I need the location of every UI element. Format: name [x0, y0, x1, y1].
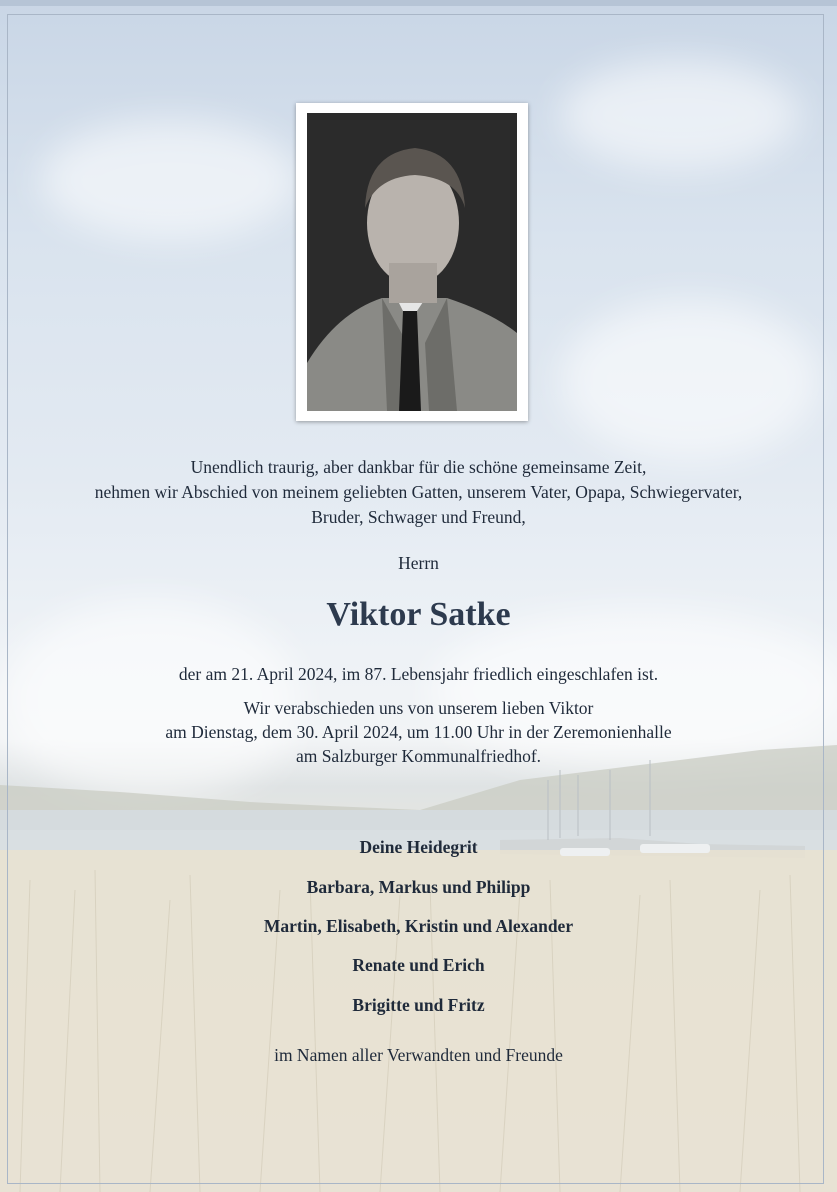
portrait-photo [296, 103, 528, 421]
portrait-image [307, 113, 517, 411]
family-member: Martin, Elisabeth, Kristin und Alexander [263, 916, 574, 936]
closing-line: im Namen aller Verwandten und Freunde [274, 1045, 563, 1065]
family-member: Renate und Erich [352, 955, 485, 975]
intro-line: Unendlich traurig, aber dankbar für die schöne gemeinsame Zeit, [190, 457, 647, 477]
top-border [0, 0, 837, 6]
farewell-line: am Dienstag, dem 30. April 2024, um 11.00 Uhr in der Zeremonienhalle [165, 722, 672, 742]
family-member: Brigitte und Fritz [352, 995, 485, 1015]
family-member: Deine Heidegrit [359, 837, 478, 857]
intro-line: Bruder, Schwager und Freund, [311, 507, 526, 527]
deceased-name: Viktor Satke [326, 596, 511, 633]
farewell-line: am Salzburger Kommunalfriedhof. [295, 746, 542, 766]
intro-line: nehmen wir Abschied von meinem geliebten Gatten, unserem Vater, Opapa, Schwiegervater, [94, 482, 743, 502]
farewell-line: Wir verabschieden uns von unserem lieben Viktor [243, 698, 594, 718]
passing-line: der am 21. April 2024, im 87. Lebensjahr friedlich eingeschlafen ist. [178, 664, 659, 684]
salutation: Herrn [398, 553, 439, 573]
family-member: Barbara, Markus und Philipp [306, 877, 531, 897]
